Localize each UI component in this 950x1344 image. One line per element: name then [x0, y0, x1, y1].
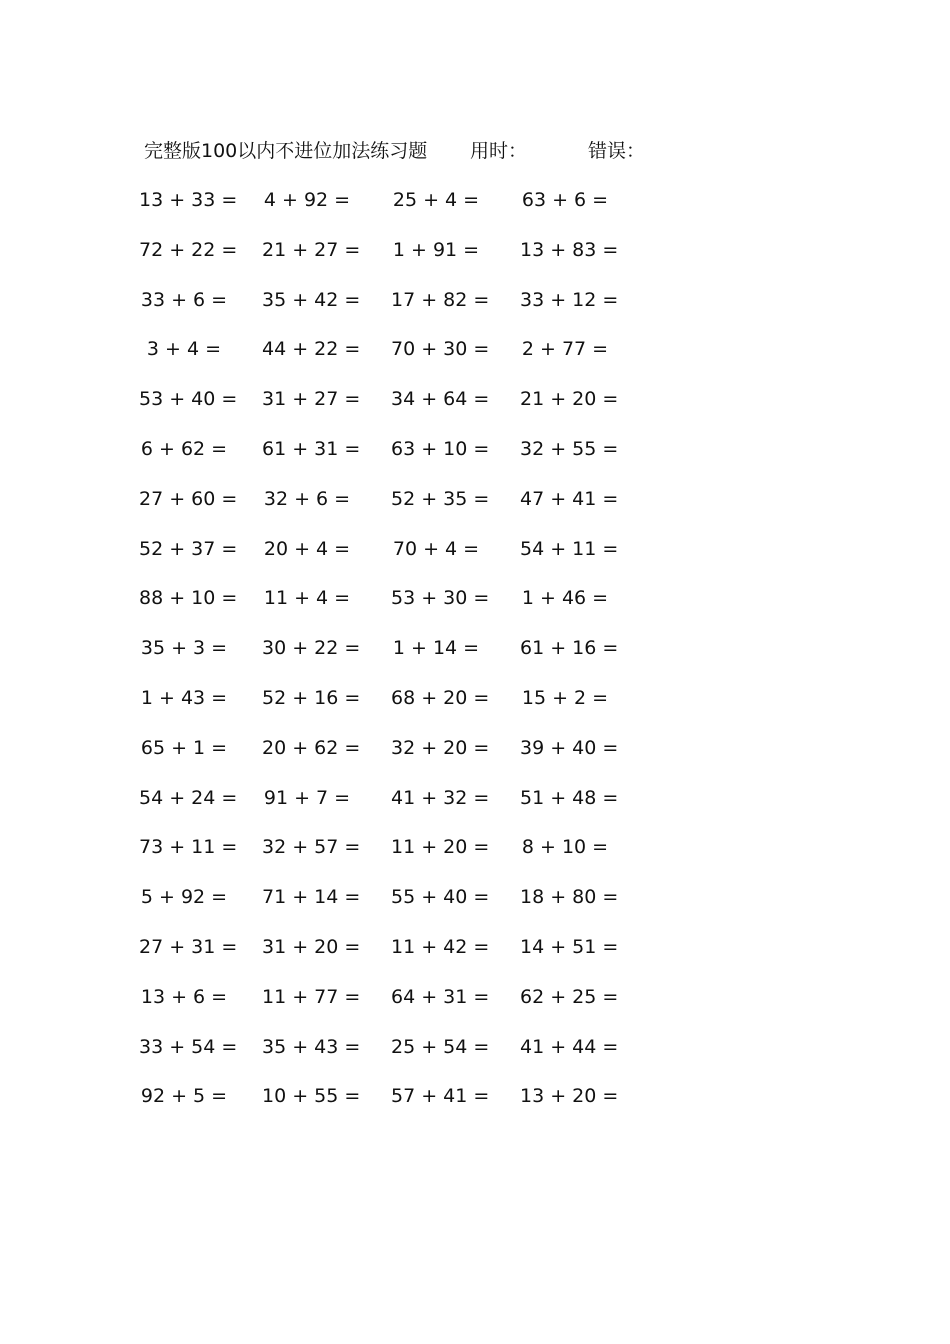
worksheet-header: [144, 138, 704, 164]
problem-item: 72 + 22 =: [139, 238, 238, 261]
problem-item: 20 + 62 =: [262, 736, 361, 759]
problem-item: 11 + 4 =: [263, 587, 351, 610]
problem-item: 63 + 6 =: [521, 189, 609, 211]
problem-grid: [0, 187, 950, 1133]
problem-item: 53 + 30 =: [391, 587, 490, 610]
problem-item: 68 + 20 =: [391, 686, 490, 709]
worksheet-title: 完整版100以内不进位加法练习题: [144, 140, 428, 162]
problem-row: [0, 635, 950, 685]
problem-item: 61 + 16 =: [520, 637, 619, 660]
problem-item: 51 + 48 =: [520, 786, 619, 809]
time-label: 用时：: [470, 140, 528, 162]
problem-item: 13 + 83 =: [520, 238, 619, 261]
problem-item: 13 + 33 =: [139, 189, 238, 211]
problem-item: 32 + 57 =: [262, 836, 361, 859]
problem-item: 21 + 27 =: [262, 238, 361, 261]
problem-item: 21 + 20 =: [520, 388, 619, 411]
problem-item: 70 + 4 =: [392, 537, 480, 560]
problem-item: 17 + 82 =: [391, 288, 490, 311]
problem-row: [0, 735, 950, 785]
problem-item: 57 + 41 =: [391, 1085, 490, 1108]
problem-row: [0, 785, 950, 835]
problem-item: 31 + 20 =: [262, 935, 361, 958]
problem-item: 33 + 6 =: [140, 288, 228, 311]
problem-item: 65 + 1 =: [140, 736, 228, 759]
problem-item: 3 + 4 =: [146, 338, 222, 361]
problem-row: [0, 834, 950, 884]
problem-row: [0, 436, 950, 486]
problem-item: 32 + 6 =: [263, 487, 351, 510]
problem-item: 63 + 10 =: [391, 437, 490, 460]
problem-item: 34 + 64 =: [391, 388, 490, 411]
problem-item: 2 + 77 =: [521, 338, 609, 361]
problem-item: 91 + 7 =: [263, 786, 351, 809]
problem-item: 4 + 92 =: [263, 189, 351, 211]
problem-item: 62 + 25 =: [520, 985, 619, 1008]
problem-item: 54 + 24 =: [139, 786, 238, 809]
problem-row: [0, 237, 950, 287]
problem-item: 35 + 42 =: [262, 288, 361, 311]
problem-row: [0, 934, 950, 984]
problem-item: 8 + 10 =: [521, 836, 609, 859]
problem-item: 33 + 12 =: [520, 288, 619, 311]
problem-row: [0, 486, 950, 536]
problem-item: 55 + 40 =: [391, 886, 490, 909]
problem-item: 5 + 92 =: [140, 886, 228, 909]
problem-row: [0, 1034, 950, 1084]
problem-item: 39 + 40 =: [520, 736, 619, 759]
problem-item: 71 + 14 =: [262, 886, 361, 909]
problem-row: [0, 984, 950, 1034]
problem-item: 13 + 6 =: [140, 985, 228, 1008]
problem-item: 11 + 20 =: [391, 836, 490, 859]
problem-item: 33 + 54 =: [139, 1035, 238, 1058]
problem-item: 31 + 27 =: [262, 388, 361, 411]
problem-item: 41 + 32 =: [391, 786, 490, 809]
problem-item: 6 + 62 =: [140, 437, 228, 460]
problem-item: 52 + 37 =: [139, 537, 238, 560]
problem-item: 88 + 10 =: [139, 587, 238, 610]
problem-row: [0, 1083, 950, 1133]
problem-item: 27 + 31 =: [139, 935, 238, 958]
problem-item: 25 + 54 =: [391, 1035, 490, 1058]
problem-item: 73 + 11 =: [139, 836, 238, 859]
problem-item: 35 + 43 =: [262, 1035, 361, 1058]
problem-item: 13 + 20 =: [520, 1085, 619, 1108]
problem-item: 27 + 60 =: [139, 487, 238, 510]
problem-row: [0, 536, 950, 586]
error-label: 错误：: [588, 140, 646, 162]
problem-item: 32 + 55 =: [520, 437, 619, 460]
problem-item: 10 + 55 =: [262, 1085, 361, 1108]
problem-item: 41 + 44 =: [520, 1035, 619, 1058]
problem-item: 54 + 11 =: [520, 537, 619, 560]
problem-item: 11 + 42 =: [391, 935, 490, 958]
problem-item: 52 + 35 =: [391, 487, 490, 510]
problem-row: [0, 585, 950, 635]
problem-item: 1 + 14 =: [392, 637, 480, 660]
problem-row: [0, 386, 950, 436]
problem-item: 35 + 3 =: [140, 637, 228, 660]
problem-row: [0, 884, 950, 934]
problem-row: [0, 287, 950, 337]
problem-item: 18 + 80 =: [520, 886, 619, 909]
problem-item: 11 + 77 =: [262, 985, 361, 1008]
problem-item: 32 + 20 =: [391, 736, 490, 759]
problem-item: 15 + 2 =: [521, 686, 609, 709]
problem-item: 44 + 22 =: [262, 338, 361, 361]
problem-item: 20 + 4 =: [263, 537, 351, 560]
problem-row: [0, 685, 950, 735]
problem-item: 14 + 51 =: [520, 935, 619, 958]
problem-row: [0, 187, 950, 237]
problem-row: [0, 336, 950, 386]
problem-item: 53 + 40 =: [139, 388, 238, 411]
problem-item: 1 + 46 =: [521, 587, 609, 610]
problem-item: 1 + 43 =: [140, 686, 228, 709]
problem-item: 1 + 91 =: [392, 238, 480, 261]
problem-item: 70 + 30 =: [391, 338, 490, 361]
problem-item: 25 + 4 =: [392, 189, 480, 211]
problem-item: 92 + 5 =: [140, 1085, 228, 1108]
problem-item: 52 + 16 =: [262, 686, 361, 709]
problem-item: 30 + 22 =: [262, 637, 361, 660]
problem-item: 61 + 31 =: [262, 437, 361, 460]
problem-item: 64 + 31 =: [391, 985, 490, 1008]
problem-item: 47 + 41 =: [520, 487, 619, 510]
